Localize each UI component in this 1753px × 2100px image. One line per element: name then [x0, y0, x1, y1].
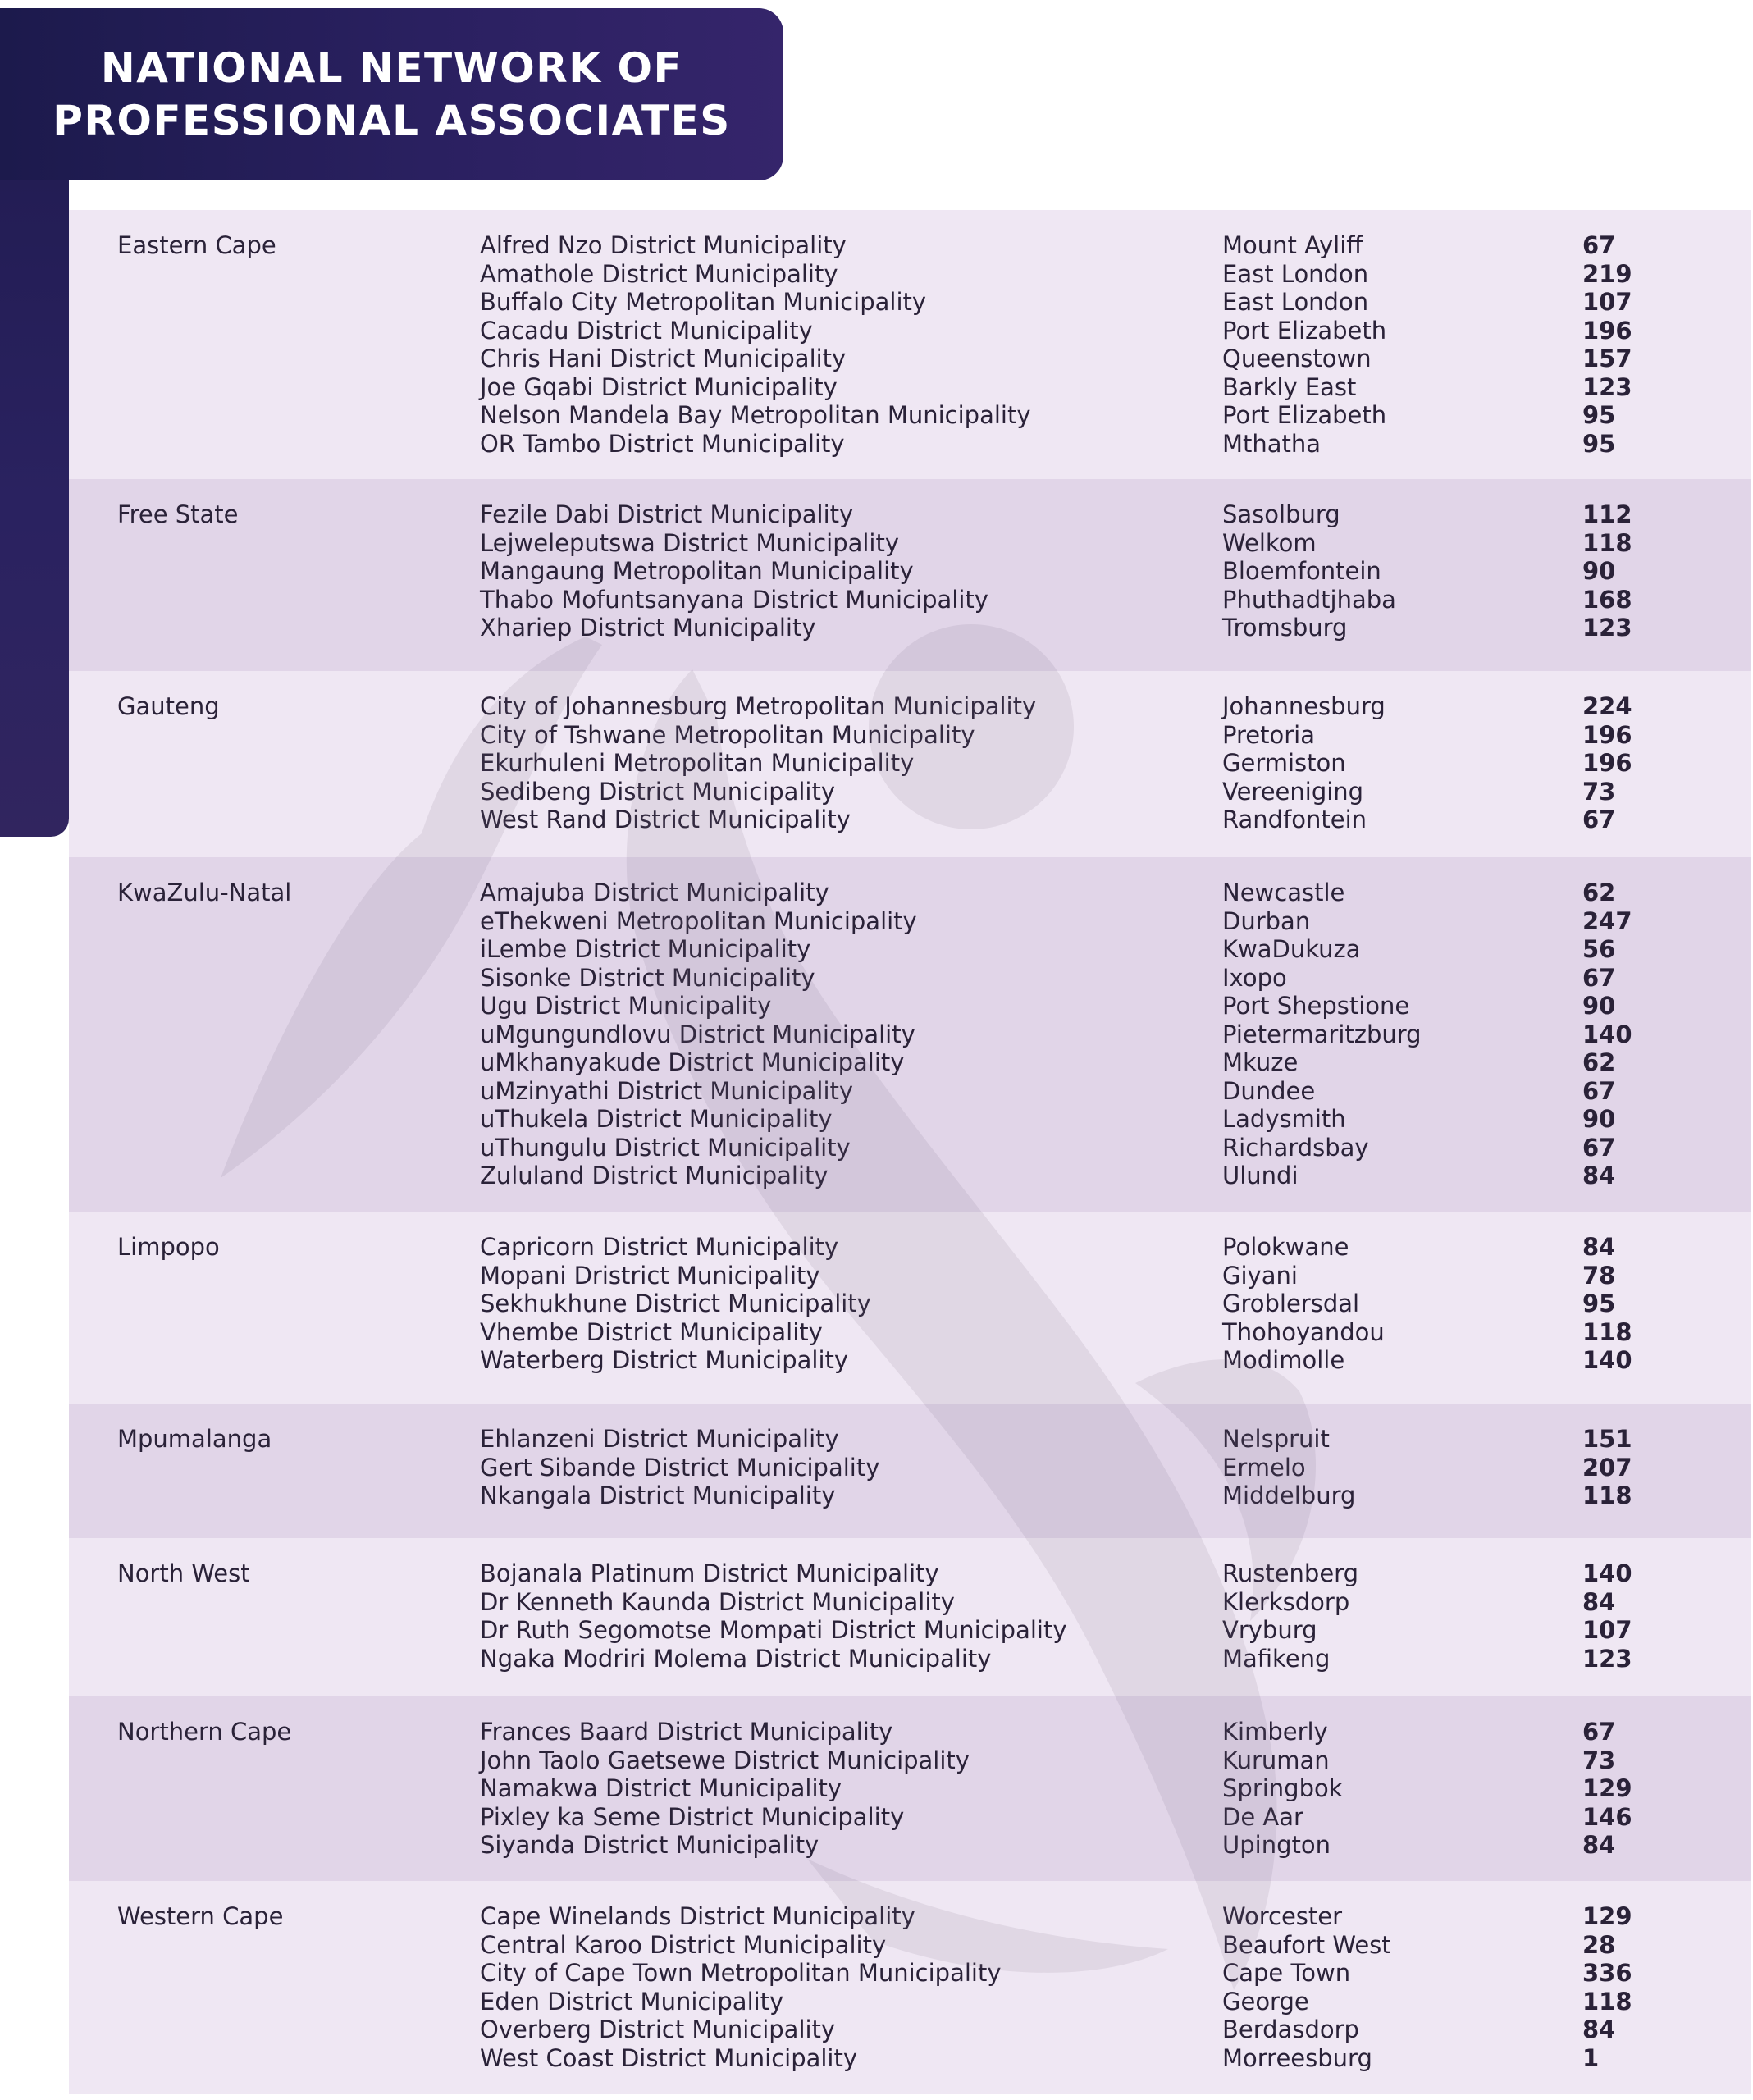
town-name: Kimberly: [1222, 1718, 1328, 1746]
associate-count: 84: [1582, 1162, 1616, 1189]
municipality-name: Chris Hani District Municipality: [480, 345, 847, 372]
associate-count: 118: [1582, 1317, 1632, 1346]
municipality-name: Siyanda District Municipality: [480, 1831, 819, 1859]
associate-count: 140: [1582, 1020, 1632, 1048]
town-name: Tromsburg: [1222, 614, 1348, 641]
municipality-name: John Taolo Gaetsewe District Municipality: [480, 1746, 970, 1774]
town-name: Pietermaritzburg: [1222, 1020, 1422, 1048]
municipality-name-column: [480, 1718, 970, 1860]
municipality-name: Ugu District Municipality: [480, 992, 772, 1020]
associate-count: 219: [1582, 259, 1632, 288]
municipality-name: Frances Baard District Municipality: [480, 1718, 893, 1746]
province-name: KwaZulu-Natal: [117, 879, 292, 906]
town-name: Worcester: [1222, 1902, 1343, 1930]
town-name: George: [1222, 1987, 1309, 2016]
municipality-name: Overberg District Municipality: [480, 2016, 836, 2043]
municipality-name: Waterberg District Municipality: [480, 1346, 849, 1374]
associate-count: 146: [1582, 1802, 1632, 1831]
associate-count: 123: [1582, 1644, 1632, 1673]
municipality-name: Zululand District Municipality: [480, 1162, 829, 1189]
associate-count: 67: [1582, 963, 1616, 992]
town-name-column: [1222, 1718, 1343, 1860]
municipality-name: Buffalo City Metropolitan Municipality: [480, 288, 927, 316]
town-name: Port Shepstione: [1222, 992, 1410, 1020]
municipality-name-column: [480, 1559, 1066, 1673]
associate-count: 196: [1582, 749, 1632, 777]
town-name: Kuruman: [1222, 1746, 1330, 1774]
municipality-name-column: [480, 879, 917, 1190]
town-name: Ermelo: [1222, 1453, 1306, 1481]
municipality-name: Fezile Dabi District Municipality: [480, 500, 854, 528]
town-name-column: [1222, 692, 1386, 834]
municipality-name: Nkangala District Municipality: [480, 1481, 836, 1509]
province-name: Limpopo: [117, 1233, 220, 1261]
town-name: Mafikeng: [1222, 1644, 1331, 1673]
town-name: Groblersdal: [1222, 1290, 1360, 1317]
associate-count: 207: [1582, 1453, 1632, 1481]
municipality-name: Mopani Dristrict Municipality: [480, 1261, 820, 1290]
municipality-name: Gert Sibande District Municipality: [480, 1453, 880, 1481]
municipality-name-column: [480, 1425, 879, 1510]
municipality-name: Xhariep District Municipality: [480, 614, 816, 641]
town-name: Sasolburg: [1222, 500, 1340, 528]
associate-count: 129: [1582, 1774, 1632, 1802]
municipality-name-column: [480, 1902, 1002, 2072]
associate-count: 118: [1582, 1987, 1632, 2016]
town-name: Klerksdorp: [1222, 1587, 1350, 1616]
municipality-name: Bojanala Platinum District Municipality: [480, 1559, 939, 1587]
municipality-name: uMzinyathi District Municipality: [480, 1076, 854, 1105]
associate-count: 67: [1582, 231, 1616, 259]
town-name: Springbok: [1222, 1774, 1343, 1802]
municipality-name: Nelson Mandela Bay Metropolitan Municipality: [480, 401, 1031, 429]
municipality-name: Ehlanzeni District Municipality: [480, 1425, 839, 1453]
associate-count: 84: [1582, 1233, 1616, 1261]
municipality-name: Cacadu District Municipality: [480, 316, 813, 345]
municipality-name: City of Cape Town Metropolitan Municipality: [480, 1959, 1002, 1987]
associate-count: 84: [1582, 1831, 1616, 1859]
associate-count: 151: [1582, 1425, 1632, 1453]
associate-count-column: [1582, 1425, 1632, 1510]
town-name: Pretoria: [1222, 720, 1315, 749]
town-name: Queenstown: [1222, 345, 1372, 372]
province-section: [69, 671, 1751, 857]
town-name: Ladysmith: [1222, 1105, 1346, 1133]
town-name-column: [1222, 1233, 1385, 1375]
municipality-name: Dr Kenneth Kaunda District Municipality: [480, 1587, 955, 1616]
associate-count: 90: [1582, 992, 1616, 1020]
associate-count: 56: [1582, 935, 1616, 963]
associate-count: 95: [1582, 1290, 1616, 1317]
municipality-name: Thabo Mofuntsanyana District Municipality: [480, 585, 988, 614]
municipality-name: Amathole District Municipality: [480, 259, 838, 288]
town-name: Richardsbay: [1222, 1133, 1369, 1162]
province-section: [69, 857, 1751, 1212]
municipality-name-column: [480, 231, 1031, 458]
municipality-name: Pixley ka Seme District Municipality: [480, 1802, 905, 1831]
municipality-name: Mangaung Metropolitan Municipality: [480, 557, 914, 585]
associate-count: 84: [1582, 2016, 1616, 2043]
municipality-name: West Rand District Municipality: [480, 806, 851, 833]
associate-count-column: [1582, 1902, 1632, 2072]
associate-count: 112: [1582, 500, 1632, 528]
town-name-column: [1222, 879, 1422, 1190]
associate-count: 95: [1582, 401, 1616, 429]
associate-count: 28: [1582, 1930, 1616, 1959]
associate-count-column: [1582, 1233, 1632, 1375]
municipality-name: Ekurhuleni Metropolitan Municipality: [480, 749, 915, 777]
town-name: Giyani: [1222, 1261, 1298, 1290]
associate-count: 123: [1582, 614, 1632, 641]
municipality-name: Sekhukhune District Municipality: [480, 1290, 871, 1317]
province-name: Northern Cape: [117, 1718, 292, 1746]
town-name-column: [1222, 1425, 1355, 1510]
municipality-name: Central Karoo District Municipality: [480, 1930, 887, 1959]
page-title-line-2: PROFESSIONAL ASSOCIATES: [52, 97, 731, 144]
associate-count: 90: [1582, 557, 1616, 585]
municipality-name-column: [480, 500, 988, 642]
municipality-name: uMgungundlovu District Municipality: [480, 1020, 915, 1048]
town-name: Upington: [1222, 1831, 1331, 1859]
town-name: Beaufort West: [1222, 1930, 1391, 1959]
associate-count: 224: [1582, 692, 1632, 720]
associate-count: 123: [1582, 372, 1632, 401]
municipality-name: Dr Ruth Segomotse Mompati District Municipality: [480, 1616, 1067, 1644]
page-header: [0, 8, 783, 180]
town-name: Port Elizabeth: [1222, 316, 1387, 345]
town-name: Newcastle: [1222, 879, 1345, 906]
associate-count: 1: [1582, 2043, 1600, 2072]
town-name: KwaDukuza: [1222, 935, 1361, 963]
associate-count: 107: [1582, 288, 1632, 316]
town-name: Barkly East: [1222, 372, 1357, 401]
municipality-name: Joe Gqabi District Municipality: [480, 372, 838, 401]
town-name: Ixopo: [1222, 963, 1287, 992]
associate-count: 168: [1582, 585, 1632, 614]
town-name: Mount Ayliff: [1222, 231, 1363, 259]
municipality-name: Amajuba District Municipality: [480, 879, 829, 906]
town-name: East London: [1222, 288, 1369, 316]
municipality-name: City of Johannesburg Metropolitan Municipality: [480, 692, 1037, 720]
associate-count: 62: [1582, 879, 1616, 906]
municipality-name: Sisonke District Municipality: [480, 963, 815, 992]
province-section: [69, 210, 1751, 479]
province-section: [69, 1212, 1751, 1404]
associate-count: 196: [1582, 316, 1632, 345]
associate-count: 73: [1582, 1746, 1616, 1774]
province-section: [69, 1881, 1751, 2094]
associates-table: [69, 210, 1751, 2094]
town-name: Phuthadtjhaba: [1222, 585, 1396, 614]
associate-count: 157: [1582, 345, 1632, 372]
associate-count: 67: [1582, 1718, 1616, 1746]
municipality-name: Eden District Municipality: [480, 1987, 784, 2016]
associate-count: 196: [1582, 720, 1632, 749]
associate-count: 118: [1582, 528, 1632, 557]
town-name-column: [1222, 1559, 1358, 1673]
associate-count: 129: [1582, 1902, 1632, 1930]
town-name: Modimolle: [1222, 1346, 1345, 1374]
municipality-name: Namakwa District Municipality: [480, 1774, 842, 1802]
town-name: Mkuze: [1222, 1048, 1299, 1076]
municipality-name: OR Tambo District Municipality: [480, 429, 845, 458]
province-section: [69, 1696, 1751, 1881]
associate-count: 140: [1582, 1346, 1632, 1374]
province-name: Gauteng: [117, 692, 220, 720]
town-name: Cape Town: [1222, 1959, 1351, 1987]
municipality-name: Capricorn District Municipality: [480, 1233, 839, 1261]
province-name: Western Cape: [117, 1902, 284, 1930]
associate-count: 67: [1582, 1133, 1616, 1162]
town-name-column: [1222, 1902, 1391, 2072]
associate-count: 73: [1582, 777, 1616, 806]
municipality-name: Ngaka Modriri Molema District Municipality: [480, 1644, 992, 1673]
town-name: Durban: [1222, 906, 1311, 935]
town-name: Vryburg: [1222, 1616, 1317, 1644]
town-name: Morreesburg: [1222, 2043, 1372, 2072]
associate-count-column: [1582, 879, 1632, 1190]
associate-count: 62: [1582, 1048, 1616, 1076]
town-name: Germiston: [1222, 749, 1346, 777]
municipality-name: Sedibeng District Municipality: [480, 777, 836, 806]
associate-count-column: [1582, 1718, 1632, 1860]
province-name: Free State: [117, 500, 239, 528]
town-name-column: [1222, 500, 1396, 642]
town-name: Welkom: [1222, 528, 1317, 557]
town-name: Port Elizabeth: [1222, 401, 1387, 429]
town-name: Mthatha: [1222, 429, 1322, 458]
associate-count: 78: [1582, 1261, 1616, 1290]
town-name: De Aar: [1222, 1802, 1303, 1831]
associate-count: 118: [1582, 1481, 1632, 1509]
town-name: Polokwane: [1222, 1233, 1349, 1261]
province-section: [69, 479, 1751, 671]
municipality-name: Cape Winelands District Municipality: [480, 1902, 915, 1930]
municipality-name: Alfred Nzo District Municipality: [480, 231, 847, 259]
municipality-name: uThukela District Municipality: [480, 1105, 833, 1133]
associate-count: 107: [1582, 1616, 1632, 1644]
town-name: Rustenberg: [1222, 1559, 1358, 1587]
municipality-name: Vhembe District Municipality: [480, 1317, 823, 1346]
page-title-line-1: NATIONAL NETWORK OF: [100, 44, 683, 92]
town-name: Dundee: [1222, 1076, 1316, 1105]
municipality-name: City of Tshwane Metropolitan Municipality: [480, 720, 975, 749]
municipality-name-column: [480, 692, 1036, 834]
province-name: North West: [117, 1559, 250, 1587]
town-name: Johannesburg: [1222, 692, 1386, 720]
town-name: Ulundi: [1222, 1162, 1299, 1189]
associate-count: 67: [1582, 1076, 1616, 1105]
province-section: [69, 1538, 1751, 1696]
associate-count: 95: [1582, 429, 1616, 458]
town-name: Middelburg: [1222, 1481, 1356, 1509]
town-name: Nelspruit: [1222, 1425, 1330, 1453]
associate-count: 336: [1582, 1959, 1632, 1987]
municipality-name: uThungulu District Municipality: [480, 1133, 851, 1162]
associate-count-column: [1582, 1559, 1632, 1673]
province-section: [69, 1404, 1751, 1538]
province-name: Mpumalanga: [117, 1425, 272, 1453]
associate-count-column: [1582, 692, 1632, 834]
municipality-name: iLembe District Municipality: [480, 935, 811, 963]
associate-count: 247: [1582, 906, 1632, 935]
municipality-name: eThekweni Metropolitan Municipality: [480, 906, 917, 935]
municipality-name: uMkhanyakude District Municipality: [480, 1048, 905, 1076]
associate-count: 140: [1582, 1559, 1632, 1587]
associate-count-column: [1582, 231, 1632, 458]
municipality-name: West Coast District Municipality: [480, 2043, 858, 2072]
town-name: Bloemfontein: [1222, 557, 1381, 585]
town-name: Vereeniging: [1222, 777, 1364, 806]
town-name: Berdasdorp: [1222, 2016, 1359, 2043]
town-name-column: [1222, 231, 1386, 458]
town-name: Thohoyandou: [1222, 1317, 1385, 1346]
town-name: Randfontein: [1222, 806, 1367, 833]
associate-count: 67: [1582, 806, 1616, 833]
town-name: East London: [1222, 259, 1369, 288]
associate-count-column: [1582, 500, 1632, 642]
municipality-name-column: [480, 1233, 871, 1375]
province-name: Eastern Cape: [117, 231, 276, 259]
associate-count: 84: [1582, 1587, 1616, 1616]
associate-count: 90: [1582, 1105, 1616, 1133]
municipality-name: Lejweleputswa District Municipality: [480, 528, 900, 557]
